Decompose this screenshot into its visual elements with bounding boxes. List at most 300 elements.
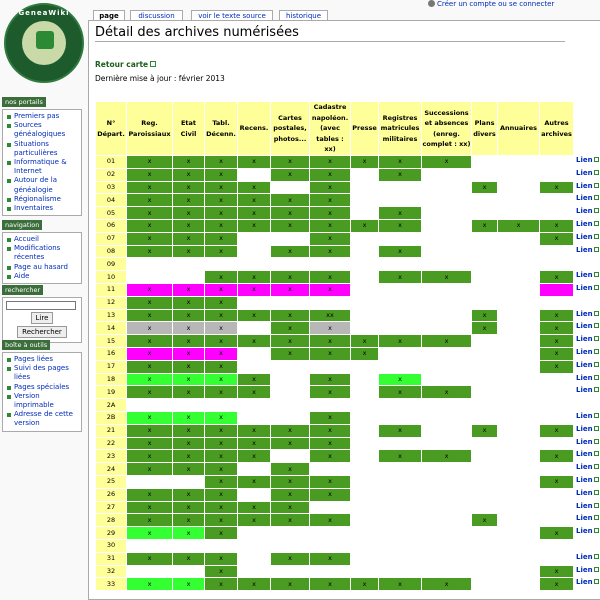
archive-cell [271,399,310,412]
archive-cell: x [310,475,351,488]
archive-cell [472,527,498,540]
archive-cell: x [173,514,205,527]
dept-number-cell: 2B [96,411,127,424]
archive-cell [422,437,472,450]
retour-carte-link[interactable] [95,60,156,69]
archive-cell [540,168,574,181]
toolbox-item[interactable]: Suivi des pages liées [6,364,78,382]
external-link-icon [594,579,599,584]
archive-cell [498,322,540,335]
archive-cell: x [127,463,173,476]
archive-cell: x [127,501,173,514]
dept-number-cell: 14 [96,322,127,335]
archive-cell: x [127,232,173,245]
archive-cell: x [238,219,271,232]
row-link[interactable] [576,462,599,475]
row-link[interactable] [576,245,599,258]
row-link[interactable] [576,168,599,181]
archive-cell: x [127,322,173,335]
archive-cell [422,194,472,207]
dept-number-cell: 30 [96,539,127,552]
archive-cell [310,258,351,271]
archive-cell [351,475,379,488]
row-link[interactable] [576,347,599,360]
archive-cell [498,283,540,296]
archive-cell [472,271,498,284]
archive-cell [351,552,379,565]
navigation-item[interactable]: Page au hasard [6,263,78,272]
row-link[interactable] [576,488,599,501]
navigation-item[interactable]: Aide [6,272,78,281]
archive-cell [422,168,472,181]
archive-cell [540,245,574,258]
archive-cell [472,296,498,309]
logo-text: GeneaWiki [18,9,70,17]
archive-cell [238,232,271,245]
archive-cell [271,527,310,540]
external-link-icon [594,183,599,188]
archive-cell: x [271,501,310,514]
archive-cell [238,411,271,424]
archive-cell: x [205,347,238,360]
archive-cell: x [238,283,271,296]
archive-cell: x [271,271,310,284]
archive-cell: x [271,245,310,258]
portail-item[interactable]: Régionalisme [6,195,78,204]
portail-item[interactable]: Autour de la généalogie [6,176,78,194]
tab-discussion[interactable]: discussion [130,10,183,21]
archive-cell: x [310,219,351,232]
row-link-label: Lien [576,271,593,280]
archive-cell: x [540,322,574,335]
portlet-navigation [2,212,82,284]
portail-item[interactable]: Premiers pas [6,112,78,121]
archive-cell: x [127,373,173,386]
archive-cell: x [472,514,498,527]
archive-cell [540,539,574,552]
archive-cell [238,168,271,181]
archive-cell: x [422,386,472,399]
archive-cell [379,514,422,527]
archive-cell: x [205,181,238,194]
navigation-item[interactable]: Modifications récentes [6,244,78,262]
archive-cell [498,360,540,373]
archive-cell [351,360,379,373]
table-row [96,424,574,437]
archive-cell [271,411,310,424]
row-link[interactable] [576,385,599,398]
archive-cell: x [127,424,173,437]
archive-cell [498,156,540,169]
archive-cell: x [127,245,173,258]
archive-cell [351,437,379,450]
dept-number-cell: 02 [96,168,127,181]
archives-table [95,101,574,591]
archive-cell [498,527,540,540]
archive-cell [379,463,422,476]
archive-cell: x [379,168,422,181]
external-link-icon [594,477,599,482]
archive-cell [472,245,498,258]
row-link[interactable] [576,270,599,283]
archive-cell: x [498,219,540,232]
page-title: Détail des archives numérisées [95,25,299,40]
archive-cell [498,194,540,207]
row-link[interactable] [576,360,599,373]
row-link[interactable] [576,283,599,296]
archive-cell: x [379,450,422,463]
archive-cell: x [379,271,422,284]
archive-cell [472,207,498,220]
archive-cell: x [205,437,238,450]
toolbox-item[interactable]: Pages liées [6,355,78,364]
external-link-icon [594,311,599,316]
dept-number-cell: 01 [96,156,127,169]
archive-cell: x [205,565,238,578]
archive-cell: x [205,411,238,424]
archive-cell: x [238,181,271,194]
archive-cell [379,475,422,488]
row-link[interactable] [576,513,599,526]
row-link[interactable] [576,424,599,437]
archive-cell: x [173,194,205,207]
column-header: Autres archives [540,102,574,156]
archive-cell: x [310,271,351,284]
archive-cell: x [540,181,574,194]
archive-cell: x [127,360,173,373]
archive-cell: x [127,450,173,463]
archive-cell: x [540,219,574,232]
archive-cell [472,578,498,591]
archive-cell [498,232,540,245]
archive-cell [238,245,271,258]
archive-cell [540,373,574,386]
archive-cell: x [173,360,205,373]
row-link[interactable] [576,232,599,245]
archive-cell [205,258,238,271]
archive-cell: x [379,578,422,591]
archive-cell: x [173,245,205,258]
archive-cell: x [127,168,173,181]
archive-cell: x [540,527,574,540]
archive-cell [498,386,540,399]
archive-cell: x [238,501,271,514]
row-link-label: Lien [576,232,593,241]
archive-cell: x [173,424,205,437]
portail-item[interactable]: Inventaires [6,204,78,213]
toolbox-item[interactable]: Pages spéciales [6,383,78,392]
navigation-item[interactable]: Accueil [6,235,78,244]
archive-cell [351,373,379,386]
archive-cell [498,450,540,463]
archive-cell [205,399,238,412]
archive-cell [379,347,422,360]
row-link[interactable] [576,219,599,232]
archive-cell [379,232,422,245]
archive-cell: x [379,245,422,258]
archive-cell: x [310,156,351,169]
archive-cell [498,258,540,271]
toolbox-item[interactable]: Version imprimable [6,392,78,410]
archive-cell [310,360,351,373]
archive-cell [498,207,540,220]
dept-number-cell: 11 [96,283,127,296]
archive-cell: x [127,514,173,527]
archive-cell: x [205,373,238,386]
archive-cell [540,283,574,296]
archive-cell: x [540,475,574,488]
external-link-icon [594,362,599,367]
external-link-icon [594,170,599,175]
table-row [96,399,574,412]
archive-cell: x [271,424,310,437]
portail-item[interactable]: Situations particulières [6,140,78,158]
archive-cell [238,463,271,476]
archive-cell [271,539,310,552]
archive-cell: x [173,207,205,220]
portail-item[interactable]: Informatique & Internet [6,158,78,176]
archive-cell: x [205,168,238,181]
archive-cell [422,360,472,373]
external-link-icon [150,61,156,67]
archive-cell: x [472,322,498,335]
search-input[interactable] [6,301,76,310]
external-link-icon [594,157,599,162]
archive-cell [422,424,472,437]
archive-cell: x [173,309,205,322]
archive-cell: x [173,296,205,309]
archive-cell [540,156,574,169]
tab-historique[interactable]: historique [279,10,328,21]
archive-cell [472,347,498,360]
archive-cell [351,194,379,207]
row-link[interactable] [576,565,599,578]
archive-cell [498,335,540,348]
row-link[interactable] [576,373,599,386]
row-link-label: Lien [576,412,593,420]
archive-cell [351,450,379,463]
archive-cell [422,514,472,527]
archive-cell: x [351,156,379,169]
archive-cell [472,475,498,488]
archive-cell [472,552,498,565]
archive-cell [422,309,472,322]
archive-cell [498,424,540,437]
row-link[interactable] [576,206,599,219]
table-row [96,514,574,527]
archive-cell: x [173,181,205,194]
table-row [96,232,574,245]
archive-cell: x [540,565,574,578]
archive-cell [238,539,271,552]
rechercher-button[interactable]: Rechercher [17,326,67,338]
archive-cell [310,399,351,412]
archive-cell [379,411,422,424]
portails-list [6,112,78,213]
archive-cell [351,488,379,501]
toolbox-list [6,355,78,429]
archive-cell [351,514,379,527]
archive-cell: x [379,335,422,348]
row-link[interactable] [576,475,599,488]
archive-cell [498,373,540,386]
archive-cell [127,258,173,271]
create-account-link[interactable] [428,0,554,8]
archive-cell: x [205,283,238,296]
archive-cell: x [310,450,351,463]
archive-cell: x [271,475,310,488]
archive-cell [498,168,540,181]
dept-number-cell: 15 [96,335,127,348]
table-row [96,335,574,348]
dept-number-cell: 27 [96,501,127,514]
archive-cell: x [127,309,173,322]
row-link[interactable] [576,526,599,539]
archive-cell: x [351,335,379,348]
archive-cell: x [205,514,238,527]
row-link-label: Lien [576,348,593,356]
archive-cell: x [205,232,238,245]
archive-cell: x [127,156,173,169]
row-link[interactable] [576,309,599,322]
row-link[interactable] [576,411,599,424]
archive-cell [498,501,540,514]
portlet-navigation-title: navigation [2,220,42,230]
archive-cell: x [205,463,238,476]
row-link[interactable] [576,334,599,347]
row-link-label: Lien [576,284,593,292]
archive-cell [498,463,540,476]
toolbox-item[interactable]: Adresse de cette version [6,410,78,428]
external-link-icon [594,451,599,456]
puzzle-piece-icon [36,31,54,49]
archive-cell: x [238,271,271,284]
dept-number-cell: 13 [96,309,127,322]
archive-cell: x [173,373,205,386]
archive-cell: x [173,322,205,335]
row-link[interactable] [576,193,599,206]
archive-cell [422,219,472,232]
archive-cell: x [205,219,238,232]
archive-cell: x [127,283,173,296]
column-header: Successions et absences (enreg. complet : xx) [422,102,472,156]
archive-cell: x [127,335,173,348]
external-link-icon [594,234,599,239]
column-header: Recens. [238,102,271,156]
archive-cell [238,360,271,373]
archive-cell: x [310,578,351,591]
row-link-label: Lien [576,335,593,344]
archive-cell [422,347,472,360]
table-row [96,578,574,591]
archive-cell [271,258,310,271]
archive-cell [173,475,205,488]
archive-cell [351,411,379,424]
row-link[interactable] [576,155,599,168]
archive-cell [422,501,472,514]
archive-cell [422,258,472,271]
archive-cell: x [271,335,310,348]
archive-cell [351,207,379,220]
archive-cell [422,181,472,194]
archive-cell: x [205,475,238,488]
external-link-icon [594,503,599,508]
archive-cell [271,386,310,399]
row-link-label: Lien [576,220,593,228]
row-link[interactable] [576,552,599,565]
retour-carte-label: Retour carte [95,60,149,69]
dept-number-cell: 06 [96,219,127,232]
archive-cell: x [173,527,205,540]
archive-cell: x [173,156,205,169]
archive-cell [498,565,540,578]
archive-cell [351,565,379,578]
external-link-icon [594,336,599,341]
archive-cell [271,360,310,373]
lire-button[interactable]: Lire [31,312,54,324]
archive-cell [422,565,472,578]
table-row [96,411,574,424]
last-update-text: Dernière mise à jour : février 2013 [95,74,225,83]
row-link[interactable] [576,321,599,334]
column-header: N° Départ. [96,102,127,156]
row-link[interactable] [576,501,599,514]
archive-cell [310,463,351,476]
archive-cell [498,245,540,258]
archive-cell [351,322,379,335]
row-link[interactable] [576,449,599,462]
archive-cell: x [173,552,205,565]
archive-cell [351,424,379,437]
archive-cell [351,283,379,296]
archive-cell [379,501,422,514]
row-link[interactable] [576,577,599,590]
archive-cell: x [540,578,574,591]
archive-cell: x [173,335,205,348]
archive-cell [540,552,574,565]
row-link-label: Lien [576,360,593,369]
archive-cell: x [310,488,351,501]
row-link[interactable] [576,437,599,450]
archive-cell [379,322,422,335]
tab-voir-source[interactable]: voir le texte source [191,10,273,21]
archive-cell [498,578,540,591]
archive-cell [379,552,422,565]
table-row [96,219,574,232]
tab-page[interactable]: page [93,10,125,22]
archive-cell [540,514,574,527]
archive-cell: x [310,514,351,527]
archive-cell: x [540,335,574,348]
archive-cell: x [540,450,574,463]
archive-cell [472,565,498,578]
column-header: Cadastre napoléon. (avec tables : xx) [310,102,351,156]
row-link[interactable] [576,181,599,194]
dept-number-cell: 2A [96,399,127,412]
archive-cell: x [205,386,238,399]
archive-cell [422,488,472,501]
row-link-label: Lien [576,168,593,177]
archive-cell: x [205,296,238,309]
archive-cell: x [205,322,238,335]
archive-cell: x [238,373,271,386]
table-row [96,283,574,296]
archive-cell [173,565,205,578]
genewiki-logo[interactable] [4,3,84,83]
portail-item[interactable]: Sources généalogiques [6,121,78,139]
archive-cell: x [238,207,271,220]
archive-cell [498,271,540,284]
